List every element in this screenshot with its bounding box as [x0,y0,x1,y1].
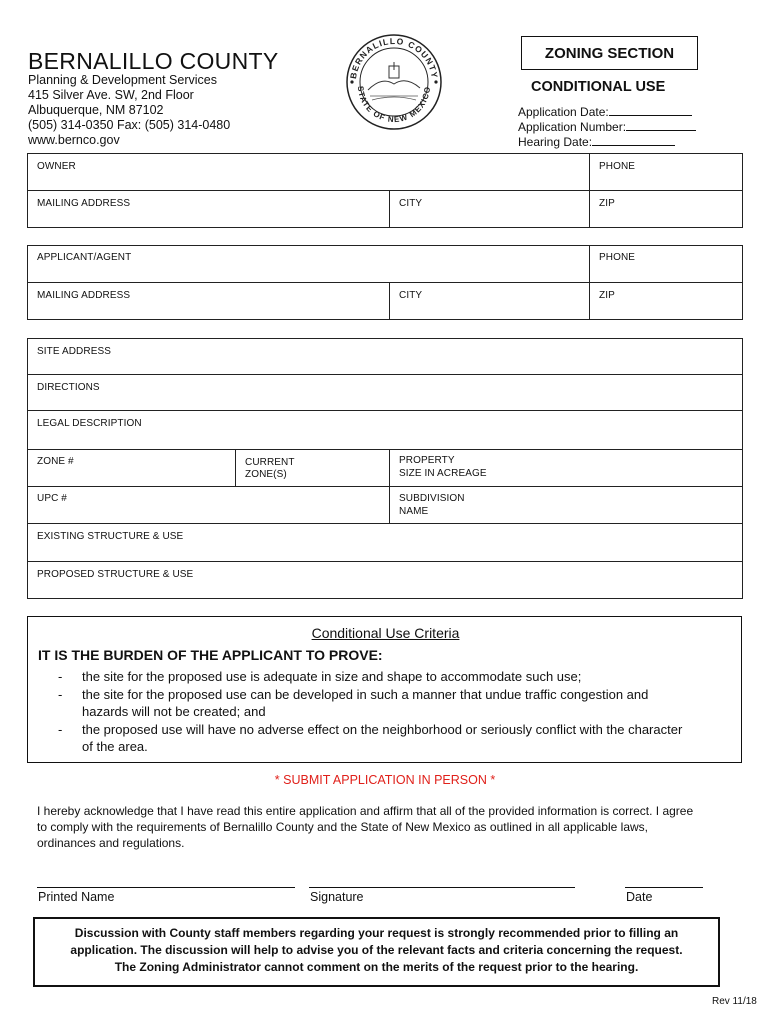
applicant-phone-label: PHONE [599,252,636,263]
phone-fax: (505) 314-0350 Fax: (505) 314-0480 [28,118,231,132]
criteria-item [58,668,728,685]
svg-text:STATE OF NEW MEXICO: STATE OF NEW MEXICO [355,85,433,125]
bullet-dash: - [58,722,63,737]
owner-phone-field[interactable] [589,153,743,191]
street-address: 415 Silver Ave. SW, 2nd Floor [28,88,194,102]
staff-discussion-notice [33,917,720,987]
owner-label: OWNER [37,161,76,172]
property-size-label-1: PROPERTY [399,455,455,466]
owner-zip-field[interactable] [589,190,743,228]
city-state-zip: Albuquerque, NM 87102 [28,103,164,117]
criteria-item-text: the site for the proposed use is adequate in size and shape to accommodate such use; [82,669,582,684]
acknowledgement-line: ordinances and regulations. [37,836,185,850]
bullet-dash: - [58,669,63,684]
current-zones-label-1: CURRENT [245,457,295,468]
applicant-field[interactable] [27,245,590,283]
applicant-city-field[interactable] [389,282,590,320]
application-number-label: Application Number: [518,120,627,134]
application-number-field[interactable] [518,120,696,135]
existing-structure-field[interactable] [27,523,743,562]
department-name: Planning & Development Services [28,73,217,87]
zoning-section-box: ZONING SECTION [521,36,698,70]
acknowledgement-line: to comply with the requirements of Bernalillo County and the State of New Mexico as outlined in all applicable laws, [37,820,648,834]
county-title: BERNALILLO COUNTY [28,48,279,74]
criteria-item-text: the proposed use will have no adverse effect on the neighborhood or seriously conflict with the character [82,722,683,737]
existing-structure-label: EXISTING STRUCTURE & USE [37,531,184,542]
applicant-zip-field[interactable] [589,282,743,320]
acknowledgement-text [37,803,737,851]
directions-field[interactable] [27,374,743,411]
owner-mailing-address-field[interactable] [27,190,390,228]
printed-name-label: Printed Name [38,890,115,904]
legal-description-label: LEGAL DESCRIPTION [37,418,142,429]
hearing-date-field[interactable] [518,135,675,150]
property-size-field[interactable] [389,449,743,487]
current-zones-field[interactable] [235,449,390,487]
date-line[interactable] [625,887,703,888]
website: www.bernco.gov [28,133,120,147]
site-address-label: SITE ADDRESS [37,346,111,357]
owner-mailing-label: MAILING ADDRESS [37,198,131,209]
applicant-mailing-label: MAILING ADDRESS [37,290,131,301]
directions-label: DIRECTIONS [37,382,100,393]
owner-city-field[interactable] [389,190,590,228]
owner-phone-label: PHONE [599,161,636,172]
notice-line: application. The discussion will help to advise you of the relevant facts and criteria concerning the request. [70,943,683,957]
applicant-city-label: CITY [399,290,423,301]
applicant-mailing-address-field[interactable] [27,282,390,320]
applicant-zip-label: ZIP [599,290,615,301]
submit-in-person-note: * SUBMIT APPLICATION IN PERSON * [274,773,496,787]
notice-line: Discussion with County staff members regarding your request is strongly recommended prior to filling an [74,926,679,940]
owner-city-label: CITY [399,198,423,209]
acknowledgement-line: I hereby acknowledge that I have read this entire application and affirm that all of the provided information is correct. I agree [37,804,694,818]
application-date-field[interactable] [518,105,692,120]
county-seal-icon [344,32,444,132]
subdivision-label-2: NAME [399,506,429,517]
current-zones-label-2: ZONE(S) [245,469,287,480]
proposed-structure-label: PROPOSED STRUCTURE & USE [37,569,194,580]
criteria-box [27,616,742,763]
applicant-phone-field[interactable] [589,245,743,283]
bullet-dash: - [58,687,63,702]
criteria-item-text: hazards will not be created; and [82,704,266,719]
subdivision-label-1: SUBDIVISION [399,493,465,504]
criteria-item-text: of the area. [82,739,148,754]
owner-zip-label: ZIP [599,198,615,209]
revision-label: Rev 11/18 [712,996,757,1007]
proposed-structure-field[interactable] [27,561,743,599]
owner-field[interactable] [27,153,590,191]
site-address-field[interactable] [27,338,743,375]
notice-line: The Zoning Administrator cannot comment on the merits of the request prior to the hearing. [114,960,639,974]
signature-label: Signature [310,890,364,904]
application-date-label: Application Date: [518,105,609,119]
signature-line[interactable] [309,887,575,888]
criteria-item-text: the site for the proposed use can be developed in such a manner that undue traffic congestion and [82,687,649,702]
application-type: CONDITIONAL USE [531,79,666,95]
hearing-date-label: Hearing Date: [518,135,593,149]
applicant-label: APPLICANT/AGENT [37,252,132,263]
property-size-label-2: SIZE IN ACREAGE [399,468,487,479]
date-label: Date [626,890,653,904]
criteria-title: Conditional Use Criteria [311,625,460,641]
svg-text:BERNALILLO COUNTY: BERNALILLO COUNTY [348,35,440,80]
printed-name-line[interactable] [37,887,295,888]
subdivision-name-field[interactable] [389,486,743,524]
zone-number-label: ZONE # [37,456,74,467]
upc-number-label: UPC # [37,493,67,504]
burden-heading: IT IS THE BURDEN OF THE APPLICANT TO PROVE: [38,647,383,663]
criteria-item [58,686,728,720]
zone-number-field[interactable] [27,449,236,487]
criteria-item [58,721,728,755]
upc-number-field[interactable] [27,486,390,524]
legal-description-field[interactable] [27,410,743,450]
